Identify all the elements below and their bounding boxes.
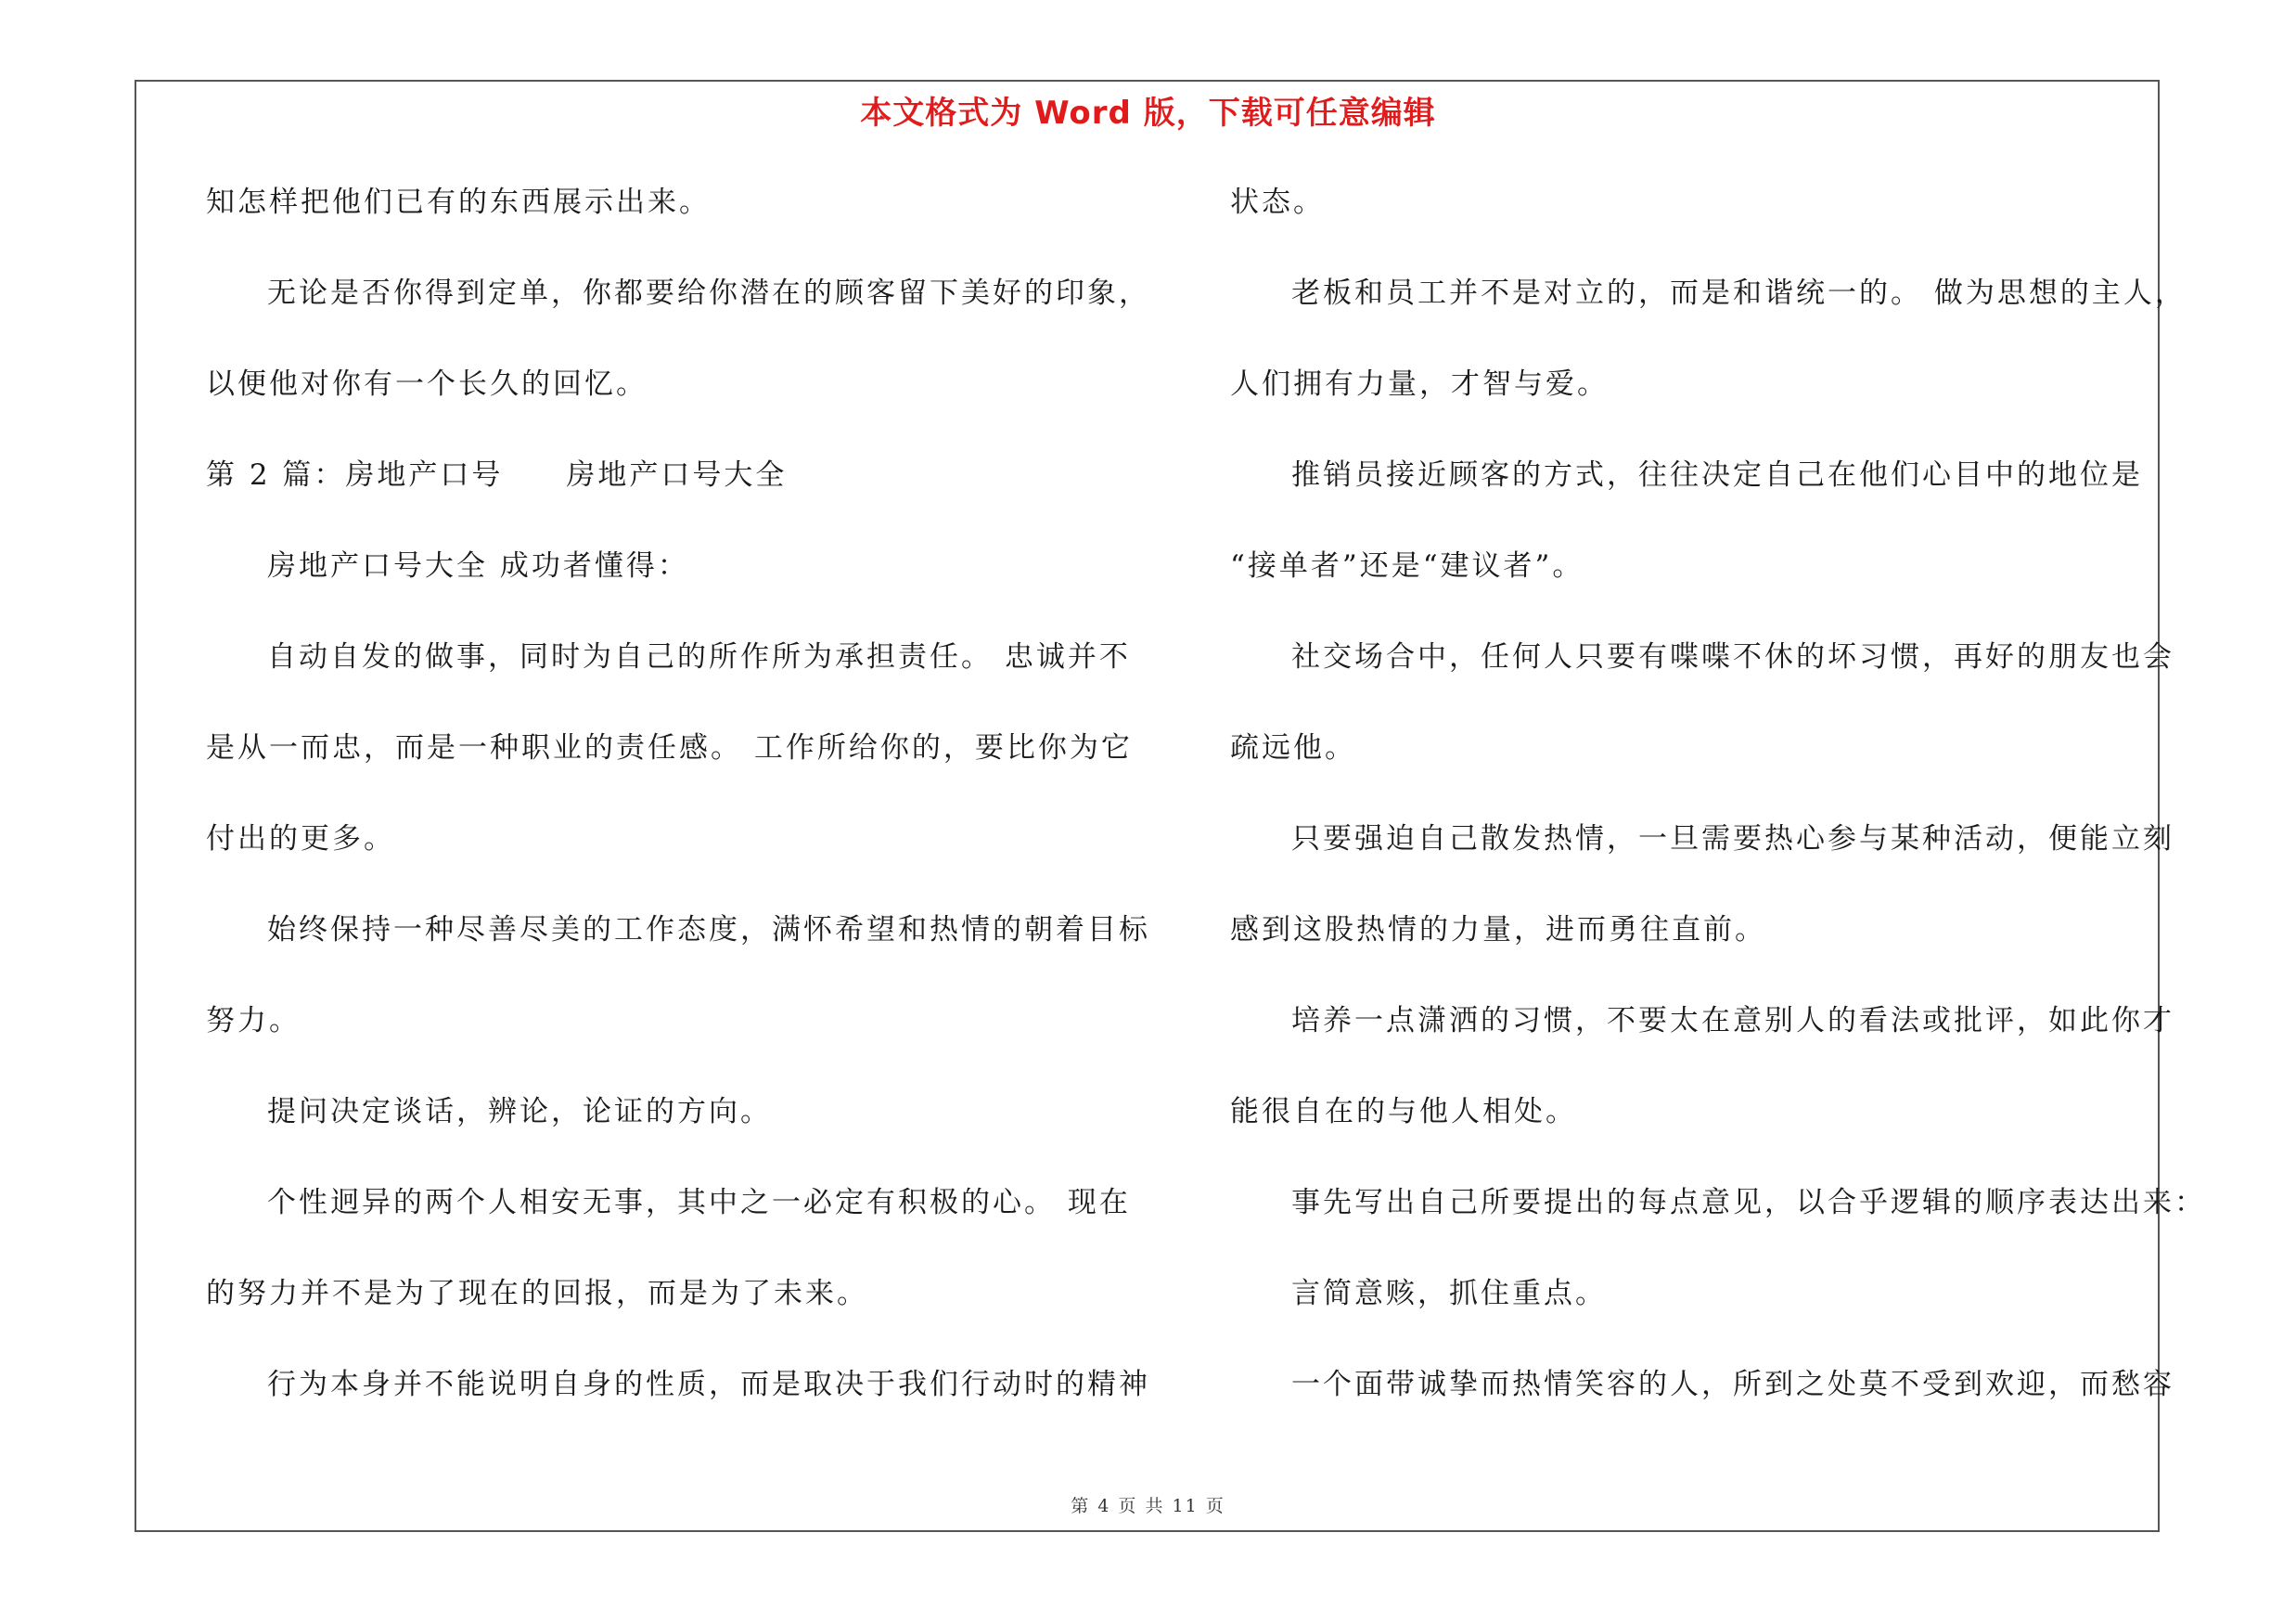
- paragraph-line: 一个面带诚挚而热情笑容的人，所到之处莫不受到欢迎，而愁容: [1291, 1368, 2174, 1401]
- section-heading: 第 2 篇：房地产口号 房地产口号大全: [206, 458, 788, 492]
- paragraph-line: 社交场合中，任何人只要有喋喋不休的坏习惯，再好的朋友也会: [1291, 640, 2174, 674]
- paragraph-line: 是从一而忠，而是一种职业的责任感。 工作所给你的，要比你为它: [206, 731, 1133, 765]
- paragraph-line: 能很自在的与他人相处。: [1230, 1095, 1577, 1128]
- paragraph-line: 疏远他。: [1230, 731, 1356, 765]
- paragraph-line: 感到这股热情的力量，进而勇往直前。: [1230, 913, 1766, 947]
- paragraph-line: 事先写出自己所要提出的每点意见，以合乎逻辑的顺序表达出来：: [1291, 1186, 2206, 1219]
- paragraph-line: 始终保持一种尽善尽美的工作态度，满怀希望和热情的朝着目标: [267, 913, 1150, 947]
- paragraph-line: 努力。: [206, 1004, 301, 1037]
- paragraph-line: 行为本身并不能说明自身的性质，而是取决于我们行动时的精神: [267, 1368, 1150, 1401]
- paragraph-line: 言简意赅，抓住重点。: [1291, 1277, 1607, 1310]
- paragraph-line: 知怎样把他们已有的东西展示出来。: [206, 186, 711, 219]
- paragraph-line: 个性迥异的两个人相安无事，其中之一必定有积极的心。 现在: [267, 1186, 1131, 1219]
- paragraph-line: 状态。: [1230, 186, 1325, 219]
- paragraph-line: 无论是否你得到定单，你都要给你潜在的顾客留下美好的印象，: [267, 277, 1150, 310]
- paragraph-line: 房地产口号大全 成功者懂得：: [267, 549, 689, 583]
- paragraph-line: 培养一点潇洒的习惯，不要太在意别人的看法或批评，如此你才: [1291, 1004, 2174, 1037]
- paragraph-line: 推销员接近顾客的方式，往往决定自己在他们心目中的地位是: [1291, 458, 2143, 492]
- paragraph-line: 付出的更多。: [206, 822, 395, 856]
- paragraph-line: 以便他对你有一个长久的回忆。: [206, 367, 648, 401]
- paragraph-line: 人们拥有力量，才智与爱。: [1230, 367, 1609, 401]
- paragraph-line: 老板和员工并不是对立的，而是和谐统一的。 做为思想的主人，: [1291, 277, 2187, 310]
- paragraph-line: 只要强迫自己散发热情，一旦需要热心参与某种活动，便能立刻: [1291, 822, 2174, 856]
- page-number-footer: 第 4 页 共 11 页: [1071, 1496, 1225, 1516]
- paragraph-line: 自动自发的做事，同时为自己的所作所为承担责任。 忠诚并不: [267, 640, 1131, 674]
- paragraph-line: 提问决定谈话，辨论，论证的方向。: [267, 1095, 772, 1128]
- paragraph-line: “接单者”还是“建议者”。: [1230, 549, 1584, 583]
- format-notice-banner: 本文格式为 Word 版，下载可任意编辑: [860, 95, 1436, 132]
- paragraph-line: 的努力并不是为了现在的回报，而是为了未来。: [206, 1277, 868, 1310]
